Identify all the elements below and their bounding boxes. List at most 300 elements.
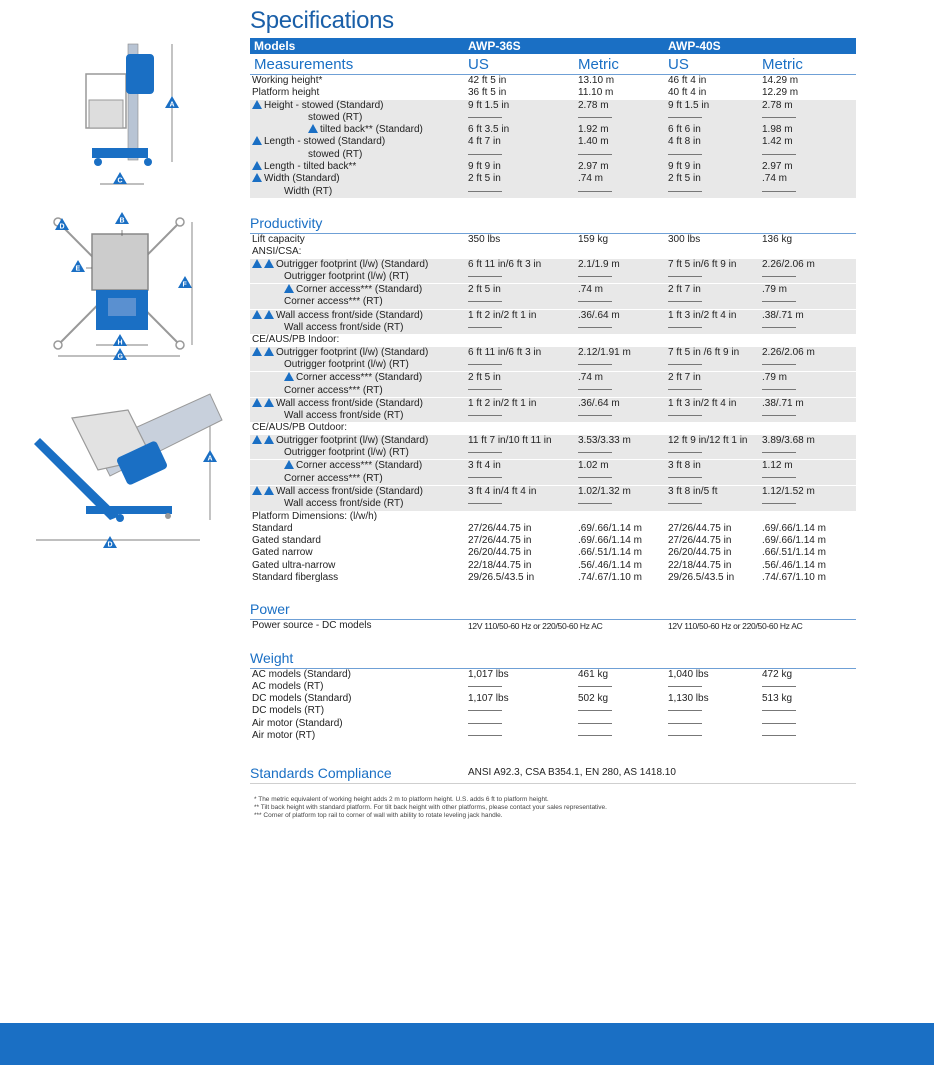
row-label xyxy=(250,234,468,246)
dimension-marker-icon xyxy=(284,284,294,293)
table-row xyxy=(250,547,856,559)
row-label xyxy=(250,693,468,705)
row-label xyxy=(250,397,468,410)
row-value: .79 m xyxy=(762,372,856,385)
row-label xyxy=(250,572,468,584)
dimension-marker-icon xyxy=(252,173,262,182)
dash-placeholder xyxy=(762,503,796,504)
row-value xyxy=(468,730,578,742)
dash-placeholder xyxy=(578,735,612,736)
row-label xyxy=(250,730,468,742)
row-label-text: Wall access front/side (RT) xyxy=(284,410,404,422)
table-row xyxy=(250,234,856,246)
row-value xyxy=(668,334,762,346)
row-value: 11.10 m xyxy=(578,87,614,99)
row-value: .56/.46/1.14 m xyxy=(578,559,642,571)
dash-placeholder xyxy=(762,735,796,736)
dimension-marker-icon xyxy=(252,486,262,495)
table-row xyxy=(250,669,856,681)
dash-placeholder xyxy=(668,301,702,302)
table-row xyxy=(250,124,856,136)
row-value: 502 kg xyxy=(578,693,609,705)
row-label-text: Wall access front/side (Standard) xyxy=(276,397,423,409)
row-value xyxy=(668,705,762,717)
row-value: 1,107 lbs xyxy=(468,693,509,705)
row-value: 136 kg xyxy=(762,233,793,245)
row-value xyxy=(578,322,668,334)
row-value: 4 ft 8 in xyxy=(668,136,762,148)
dash-placeholder xyxy=(468,301,502,302)
dash-placeholder xyxy=(578,364,612,365)
row-value xyxy=(578,511,668,523)
row-value: 3.89/3.68 m xyxy=(762,435,856,447)
row-label-text: Height - stowed (Standard) xyxy=(264,99,384,111)
row-value: 6 ft 11 in/6 ft 3 in xyxy=(468,347,578,359)
standards-value: ANSI A92.3, CSA B354.1, EN 280, AS 1418.10 xyxy=(468,767,676,779)
row-value xyxy=(578,718,668,730)
dash-placeholder xyxy=(668,452,702,453)
row-value xyxy=(578,271,668,284)
dash-placeholder xyxy=(762,327,796,328)
row-label-text: Standard xyxy=(252,522,293,534)
row-value: .74 m xyxy=(762,173,856,185)
dimension-marker-icon xyxy=(308,124,318,133)
dimension-marker-icon xyxy=(252,161,262,170)
machine-diagrams xyxy=(0,0,240,600)
row-value xyxy=(668,681,762,693)
row-value: 6 ft 6 in xyxy=(668,124,762,136)
row-value: 1.02/1.32 m xyxy=(578,485,668,498)
dash-placeholder xyxy=(668,389,702,390)
row-value: 36 ft 5 in xyxy=(468,87,507,99)
row-value xyxy=(468,322,578,334)
weight-table xyxy=(250,669,856,743)
row-value xyxy=(468,498,578,510)
dash-placeholder xyxy=(668,415,702,416)
row-value: 27/26/44.75 in xyxy=(668,535,732,547)
row-value: 2.97 m xyxy=(578,161,668,173)
dash-placeholder xyxy=(468,327,502,328)
row-value: .74 m xyxy=(578,284,668,297)
row-label-text: CE/AUS/PB Indoor: xyxy=(252,334,340,346)
dash-placeholder xyxy=(468,276,502,277)
row-value xyxy=(762,681,856,693)
productivity-title: Productivity xyxy=(250,212,856,234)
power-title: Power xyxy=(250,598,856,620)
row-value xyxy=(668,498,762,510)
row-value: .74/.67/1.10 m xyxy=(762,571,826,583)
diagram-label-a2: A xyxy=(207,455,213,463)
dimension-marker-icon xyxy=(252,310,262,319)
table-row xyxy=(250,246,856,258)
row-value xyxy=(668,730,762,742)
power-table xyxy=(250,620,856,632)
dash-placeholder xyxy=(668,723,702,724)
row-label xyxy=(250,112,468,124)
row-label xyxy=(250,511,468,523)
row-value xyxy=(762,385,856,398)
row-label-text: Outrigger footprint (l/w) (Standard) xyxy=(276,434,429,446)
row-value: 300 lbs xyxy=(668,233,701,245)
dash-placeholder xyxy=(468,117,502,118)
row-label-text: Platform height xyxy=(252,87,320,99)
dimension-marker-icon xyxy=(252,136,262,145)
row-label-text: Corner access*** (Standard) xyxy=(296,460,423,472)
row-label xyxy=(250,271,468,284)
table-row xyxy=(250,334,856,346)
table-row xyxy=(250,397,856,410)
power-value-awp-36s: 12V 110/50-60 Hz or 220/50-60 Hz AC xyxy=(468,621,603,632)
dimension-marker-icon xyxy=(264,310,274,319)
row-label xyxy=(250,447,468,460)
row-value xyxy=(578,296,668,309)
row-value xyxy=(578,149,668,161)
dimension-marker-icon xyxy=(264,259,274,268)
diagram-label-f: F xyxy=(182,281,187,289)
dimension-marker-icon xyxy=(252,347,262,356)
row-value: 350 lbs xyxy=(468,233,501,245)
row-label xyxy=(250,705,468,717)
row-label xyxy=(250,186,468,198)
dimension-marker-icon xyxy=(284,460,294,469)
row-label xyxy=(250,347,468,359)
row-value xyxy=(578,473,668,486)
table-row xyxy=(250,705,856,717)
dash-placeholder xyxy=(762,723,796,724)
row-value: 2.78 m xyxy=(578,100,668,112)
dash-placeholder xyxy=(578,503,612,504)
row-value xyxy=(468,186,578,198)
row-label xyxy=(250,523,468,535)
row-value xyxy=(762,473,856,486)
row-value: 2.1/1.9 m xyxy=(578,259,668,271)
row-value: 1 ft 3 in/2 ft 4 in xyxy=(668,309,762,322)
row-label-text: CE/AUS/PB Outdoor: xyxy=(252,422,348,434)
diagram-label-b: B xyxy=(119,217,125,225)
row-value: 29/26.5/43.5 in xyxy=(468,571,535,583)
row-value: 2 ft 5 in xyxy=(668,173,762,185)
row-value xyxy=(762,149,856,161)
row-label-text: Length - stowed (Standard) xyxy=(264,136,386,148)
dash-placeholder xyxy=(762,710,796,711)
table-row xyxy=(250,620,856,632)
row-label xyxy=(250,473,468,486)
standards-row xyxy=(250,764,856,784)
table-row xyxy=(250,535,856,547)
row-label-text: Platform Dimensions: (l/w/h) xyxy=(252,510,378,522)
row-value: .66/.51/1.14 m xyxy=(578,547,642,559)
row-value: .74 m xyxy=(578,372,668,385)
row-value: 9 ft 1.5 in xyxy=(468,100,578,112)
dash-placeholder xyxy=(578,327,612,328)
row-label-text: Working height* xyxy=(252,75,323,86)
dash-placeholder xyxy=(668,710,702,711)
dash-placeholder xyxy=(468,154,502,155)
row-value xyxy=(578,385,668,398)
dimension-marker-icon xyxy=(264,435,274,444)
row-value: 1 ft 3 in/2 ft 4 in xyxy=(668,397,762,410)
row-label xyxy=(250,284,468,297)
diagram-label-e: E xyxy=(75,265,81,273)
row-label-text: Wall access front/side (Standard) xyxy=(276,485,423,497)
table-row xyxy=(250,284,856,297)
row-label xyxy=(250,309,468,322)
row-value xyxy=(468,718,578,730)
table-row xyxy=(250,498,856,510)
row-value: 1.42 m xyxy=(762,136,856,148)
row-value: 46 ft 4 in xyxy=(668,75,707,86)
dash-placeholder xyxy=(668,503,702,504)
page-title: Specifications xyxy=(250,7,394,34)
row-value xyxy=(668,186,762,198)
row-label xyxy=(250,246,468,258)
table-row xyxy=(250,681,856,693)
unit-metric-1: Metric xyxy=(578,56,619,73)
dash-placeholder xyxy=(468,452,502,453)
row-label xyxy=(250,75,468,87)
table-row xyxy=(250,359,856,372)
row-value xyxy=(668,296,762,309)
row-label xyxy=(250,372,468,385)
dash-placeholder xyxy=(578,723,612,724)
row-label xyxy=(250,334,468,346)
weight-title: Weight xyxy=(250,647,856,669)
table-row xyxy=(250,87,856,99)
table-row xyxy=(250,410,856,422)
dash-placeholder xyxy=(668,364,702,365)
row-value xyxy=(762,271,856,284)
row-value xyxy=(668,149,762,161)
table-row xyxy=(250,347,856,359)
row-value xyxy=(668,511,762,523)
row-value: 26/20/44.75 in xyxy=(468,547,532,559)
row-label xyxy=(250,435,468,447)
row-value xyxy=(668,271,762,284)
footnote: * The metric equivalent of working height adds 2 m to platform height. U.S. adds 6 ft to platform height. xyxy=(254,796,549,804)
row-label-text: Corner access*** (Standard) xyxy=(296,284,423,296)
table-row xyxy=(250,435,856,447)
row-value: 6 ft 11 in/6 ft 3 in xyxy=(468,259,578,271)
row-value: 9 ft 9 in xyxy=(468,161,578,173)
dash-placeholder xyxy=(578,389,612,390)
row-value: 472 kg xyxy=(762,668,793,680)
row-value xyxy=(668,359,762,372)
models-label: Models xyxy=(254,39,296,53)
row-label-text: AC models (RT) xyxy=(252,680,324,692)
dash-placeholder xyxy=(762,415,796,416)
row-label-text: ANSI/CSA: xyxy=(252,246,302,258)
row-value: 27/26/44.75 in xyxy=(468,535,532,547)
row-label-text: Outrigger footprint (l/w) (Standard) xyxy=(276,346,429,358)
row-value xyxy=(762,498,856,510)
dash-placeholder xyxy=(468,686,502,687)
row-value xyxy=(468,410,578,422)
dash-placeholder xyxy=(668,477,702,478)
diagram-tilted-back xyxy=(34,394,222,549)
row-value: 13.10 m xyxy=(578,75,615,86)
dash-placeholder xyxy=(762,364,796,365)
row-value: .74 m xyxy=(578,173,668,185)
row-label-text: AC models (Standard) xyxy=(252,668,351,680)
row-value: 14.29 m xyxy=(762,75,799,86)
row-value xyxy=(668,322,762,334)
dash-placeholder xyxy=(468,477,502,478)
row-label xyxy=(250,485,468,498)
row-value xyxy=(578,447,668,460)
row-label-text: Corner access*** (RT) xyxy=(284,472,383,484)
row-value xyxy=(468,447,578,460)
row-value: 159 kg xyxy=(578,233,609,245)
table-row xyxy=(250,186,856,198)
row-value xyxy=(668,718,762,730)
row-value xyxy=(468,149,578,161)
row-label-text: Corner access*** (RT) xyxy=(284,296,383,308)
dimension-marker-icon xyxy=(252,435,262,444)
row-value: 2.97 m xyxy=(762,161,856,173)
dash-placeholder xyxy=(762,477,796,478)
diagram-label-d2: D xyxy=(107,541,113,549)
row-value: 3 ft 4 in/4 ft 4 in xyxy=(468,485,578,498)
row-value: 1.40 m xyxy=(578,136,668,148)
row-value xyxy=(668,246,762,258)
row-label-text: Outrigger footprint (l/w) (RT) xyxy=(284,358,409,370)
row-label-text: Wall access front/side (Standard) xyxy=(276,309,423,321)
row-value: 7 ft 5 in /6 ft 9 in xyxy=(668,347,762,359)
table-row xyxy=(250,309,856,322)
table-row xyxy=(250,149,856,161)
table-row xyxy=(250,718,856,730)
row-value: .36/.64 m xyxy=(578,397,668,410)
dimension-marker-icon xyxy=(264,486,274,495)
table-row xyxy=(250,322,856,334)
row-label xyxy=(250,322,468,334)
row-label-text: DC models (RT) xyxy=(252,705,325,717)
row-value: .66/.51/1.14 m xyxy=(762,547,826,559)
row-label xyxy=(250,669,468,681)
footnotes xyxy=(250,796,856,820)
dash-placeholder xyxy=(668,276,702,277)
row-value: 1,040 lbs xyxy=(668,668,709,680)
table-row xyxy=(250,112,856,124)
row-value: .69/.66/1.14 m xyxy=(762,522,826,534)
diagram-label-g: G xyxy=(117,353,123,361)
row-value: 9 ft 1.5 in xyxy=(668,100,762,112)
diagram-label-d: D xyxy=(59,223,65,231)
row-value xyxy=(468,112,578,124)
power-source-label: Power source - DC models xyxy=(252,620,372,632)
table-row xyxy=(250,523,856,535)
row-value xyxy=(668,385,762,398)
dash-placeholder xyxy=(578,191,612,192)
row-label xyxy=(250,422,468,434)
table-row xyxy=(250,296,856,309)
row-value: 27/26/44.75 in xyxy=(668,522,732,534)
row-value: .36/.64 m xyxy=(578,309,668,322)
row-label xyxy=(250,161,468,173)
diagram-top-view xyxy=(54,212,192,361)
table-row xyxy=(250,259,856,271)
table-row xyxy=(250,473,856,486)
row-value: 2 ft 5 in xyxy=(468,372,578,385)
row-value xyxy=(468,511,578,523)
row-value xyxy=(668,410,762,422)
dash-placeholder xyxy=(578,710,612,711)
model-awp-36s: AWP-36S xyxy=(468,39,521,53)
row-value: 40 ft 4 in xyxy=(668,87,707,99)
dash-placeholder xyxy=(578,415,612,416)
row-label xyxy=(250,359,468,372)
unit-us-2: US xyxy=(668,56,689,73)
row-label-text: Outrigger footprint (l/w) (RT) xyxy=(284,270,409,282)
unit-metric-2: Metric xyxy=(762,56,803,73)
row-label-text: DC models (Standard) xyxy=(252,693,352,705)
row-value xyxy=(762,705,856,717)
row-value xyxy=(578,681,668,693)
dash-placeholder xyxy=(468,723,502,724)
row-value: .79 m xyxy=(762,284,856,297)
row-value: 27/26/44.75 in xyxy=(468,522,532,534)
row-value: 2.26/2.06 m xyxy=(762,259,856,271)
row-value: 11 ft 7 in/10 ft 11 in xyxy=(468,435,578,447)
row-label xyxy=(250,124,468,136)
row-value xyxy=(468,385,578,398)
row-value: 1.92 m xyxy=(578,124,668,136)
row-label xyxy=(250,498,468,510)
row-label-text: stowed (RT) xyxy=(308,111,363,123)
row-value: 12.29 m xyxy=(762,87,799,99)
row-value xyxy=(668,447,762,460)
row-value: 3 ft 8 in/5 ft xyxy=(668,485,762,498)
row-value: 2.12/1.91 m xyxy=(578,347,668,359)
row-value: 3 ft 8 in xyxy=(668,460,762,473)
row-value xyxy=(762,246,856,258)
row-value xyxy=(762,511,856,523)
footer-bar xyxy=(0,1023,934,1065)
row-value xyxy=(668,422,762,434)
row-value: 29/26.5/43.5 in xyxy=(668,571,735,583)
row-label-text: Width (Standard) xyxy=(264,173,340,185)
diagram-label-a: A xyxy=(169,101,175,109)
row-label xyxy=(250,560,468,572)
row-value xyxy=(468,334,578,346)
row-value: 1.12/1.52 m xyxy=(762,485,856,498)
row-label xyxy=(250,173,468,185)
row-value: 2 ft 5 in xyxy=(468,173,578,185)
row-value: 7 ft 5 in/6 ft 9 in xyxy=(668,259,762,271)
dash-placeholder xyxy=(468,503,502,504)
row-value: 513 kg xyxy=(762,693,793,705)
row-label-text: Gated ultra-narrow xyxy=(252,559,336,571)
row-label-text: Wall access front/side (RT) xyxy=(284,322,404,334)
row-value xyxy=(578,359,668,372)
row-value xyxy=(762,359,856,372)
row-value: .38/.71 m xyxy=(762,397,856,410)
dash-placeholder xyxy=(762,191,796,192)
row-label-text: Length - tilted back** xyxy=(264,161,357,173)
table-row xyxy=(250,730,856,742)
table-row xyxy=(250,447,856,460)
table-row xyxy=(250,136,856,148)
row-value xyxy=(578,498,668,510)
dash-placeholder xyxy=(578,276,612,277)
row-value xyxy=(762,410,856,422)
productivity-table xyxy=(250,234,856,584)
row-value: 2 ft 5 in xyxy=(468,284,578,297)
row-value xyxy=(468,246,578,258)
row-value: 1 ft 2 in/2 ft 1 in xyxy=(468,397,578,410)
row-label-text: Air motor (RT) xyxy=(252,730,316,742)
row-label xyxy=(250,535,468,547)
